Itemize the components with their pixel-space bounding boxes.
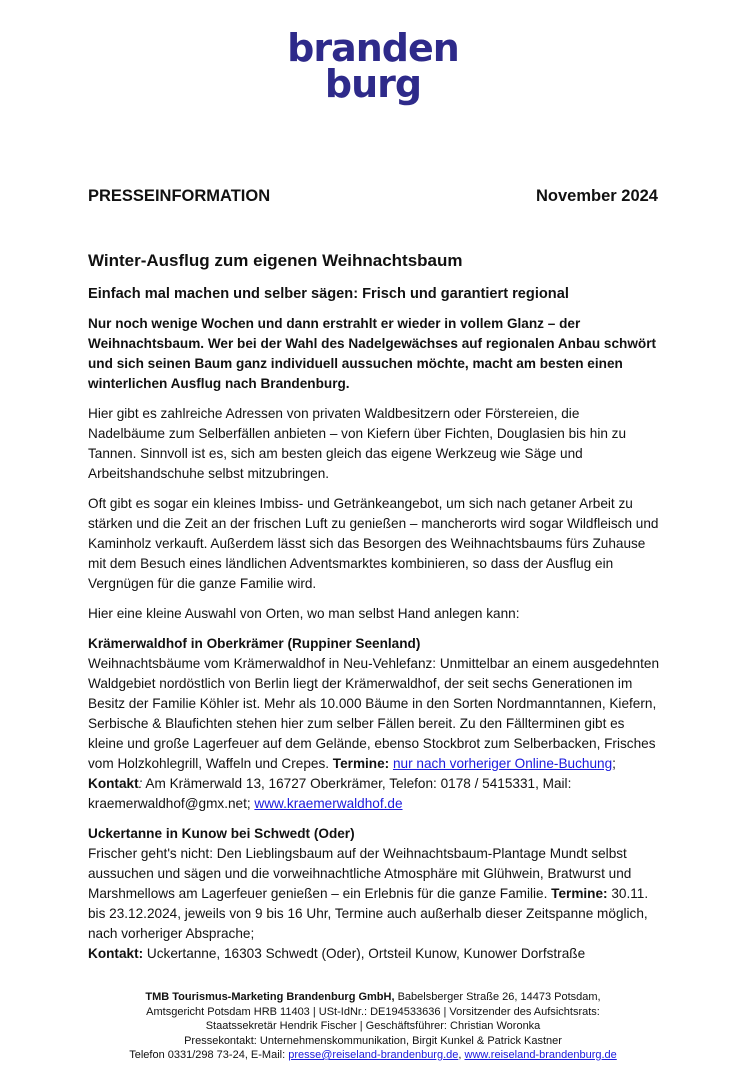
- location-entry: [88, 634, 660, 814]
- termine-text: 30.11. bis 23.12.2024, jeweils von 9 bis 16 Uhr, Termine auch außerhalb dieser Zeitspanne möglich, nach vorheriger Absprache;: [88, 886, 649, 941]
- location-text: Weihnachtsbäume vom Krämerwaldhof in Neu-Vehlefanz: Unmittelbar an einem ausgedehnten Waldgebiet nordöstlich von Berlin liegt der Krämerwaldhof, der seit sechs Generationen im Besitz der Familie Köhler ist. Mehr als 10.000 Bäume in den Sorten Nordmanntannen, Kiefern, Serbische & Blaufichten stehen hier zum selber Fällen bereit. Zu den Fällterminen gibt es kleine und große Lagerfeuer auf dem Gelände, ebenso Stockbrot zum Selberbacken, Frisches vom Holzkohlegrill, Waffeln und Crepes.: [88, 656, 660, 771]
- brandenburg-logo: [278, 26, 468, 106]
- location-name: Uckertanne in Kunow bei Schwedt (Oder): [88, 826, 355, 841]
- footer: [80, 974, 666, 1063]
- kontakt-label: Kontakt:: [88, 946, 144, 961]
- footer-phone: Telefon 0331/298 73-24, E-Mail:: [129, 1049, 289, 1061]
- article-title: Winter-Ausflug zum eigenen Weihnachtsbaum: [88, 251, 463, 270]
- lead-paragraph: Nur noch wenige Wochen und dann erstrahlt er wieder in vollem Glanz – der Weihnachtsbaum. Wer bei der Wahl des Nadelgewächses auf regionalen Anbau schwört und sich seinen Baum ganz individuell aussuchen möchte, macht am besten einen winterlichen Ausflug nach Brandenburg.: [88, 316, 657, 391]
- termine-label: Termine:: [332, 756, 390, 771]
- paragraph: Hier gibt es zahlreiche Adressen von privaten Waldbesitzern oder Förstereien, die Nadelbäume zum Selberfällen anbieten – von Kiefern über Fichten, Douglasien bis hin zu Tannen. Sinnvoll ist es, sich am besten gleich das eigene Werkzeug wie Säge und Arbeitshandschuhe selbst mitzubringen.: [88, 406, 627, 481]
- footer-registry: Amtsgericht Potsdam HRB 11403 | USt-IdNr.: DE194533636 | Vorsitzender des Aufsichtsrats:: [146, 1005, 600, 1018]
- colon: :: [138, 776, 143, 791]
- location-text: Frischer geht's nicht: Den Lieblingsbaum auf der Weihnachtsbaum-Plantage Mundt selbst aussuchen und sägen und die vorweihnachtliche Atmosphäre mit Glühwein, Bratwurst und Marshmellows am Lagerfeuer genießen – ein Erlebnis für die ganze Familie.: [88, 846, 632, 901]
- footer-press-contact: Pressekontakt: Unternehmenskommunikation, Birgit Kunkel & Patrick Kastner: [184, 1034, 562, 1047]
- location-name: Krämerwaldhof in Oberkrämer (Ruppiner Seenland): [88, 636, 421, 651]
- footer-company: TMB Tourismus-Marketing Brandenburg GmbH,: [145, 991, 395, 1003]
- termine-label: Termine:: [551, 886, 608, 901]
- website-link[interactable]: www.kraemerwaldhof.de: [254, 796, 403, 811]
- press-date: November 2024: [536, 187, 658, 205]
- kontakt-text: Uckertanne, 16303 Schwedt (Oder), Ortsteil Kunow, Kunower Dorfstraße: [143, 946, 586, 961]
- footer-email-link[interactable]: presse@reiseland-brandenburg.de: [288, 1049, 459, 1061]
- logo-line-2: burg: [324, 62, 422, 106]
- logo-line-1: branden: [287, 26, 459, 70]
- separator: ,: [458, 1049, 465, 1061]
- footer-address: Babelsberger Straße 26, 14473 Potsdam,: [394, 991, 601, 1003]
- kontakt-text: Am Krämerwald 13, 16727 Oberkrämer, Telefon: 0178 / 5415331, Mail: kraemerwaldhof@gmx.net;: [88, 776, 572, 811]
- kontakt-label: Kontakt: [88, 776, 139, 791]
- article-subtitle: Einfach mal machen und selber sägen: Frisch und garantiert regional: [88, 286, 569, 302]
- paragraph: Hier eine kleine Auswahl von Orten, wo man selbst Hand anlegen kann:: [88, 606, 520, 621]
- footer-website-link[interactable]: www.reiseland-brandenburg.de: [464, 1049, 617, 1061]
- press-info-label: PRESSEINFORMATION: [88, 187, 271, 205]
- paragraph: Oft gibt es sogar ein kleines Imbiss- und Getränkeangebot, um sich nach getaner Arbeit zu stärken und die Zeit an der frischen Luft zu genießen – mancherorts wird sogar Wildfleisch und Kaminholz verkauft. Außerdem lässt sich das Besorgen des Weihnachtsbaums fürs Zuhause mit dem Besuch eines ländlichen Adventsmarktes kombinieren, so dass der Ausflug ein Vergnügen für die ganze Familie wird.: [88, 496, 659, 591]
- document-header: [88, 186, 658, 206]
- article-body: [88, 250, 660, 974]
- location-entry: [88, 824, 660, 964]
- separator: ;: [612, 756, 616, 771]
- footer-management: Staatssekretär Hendrik Fischer | Geschäftsführer: Christian Woronka: [205, 1020, 541, 1032]
- online-booking-link[interactable]: nur nach vorheriger Online-Buchung: [392, 756, 613, 771]
